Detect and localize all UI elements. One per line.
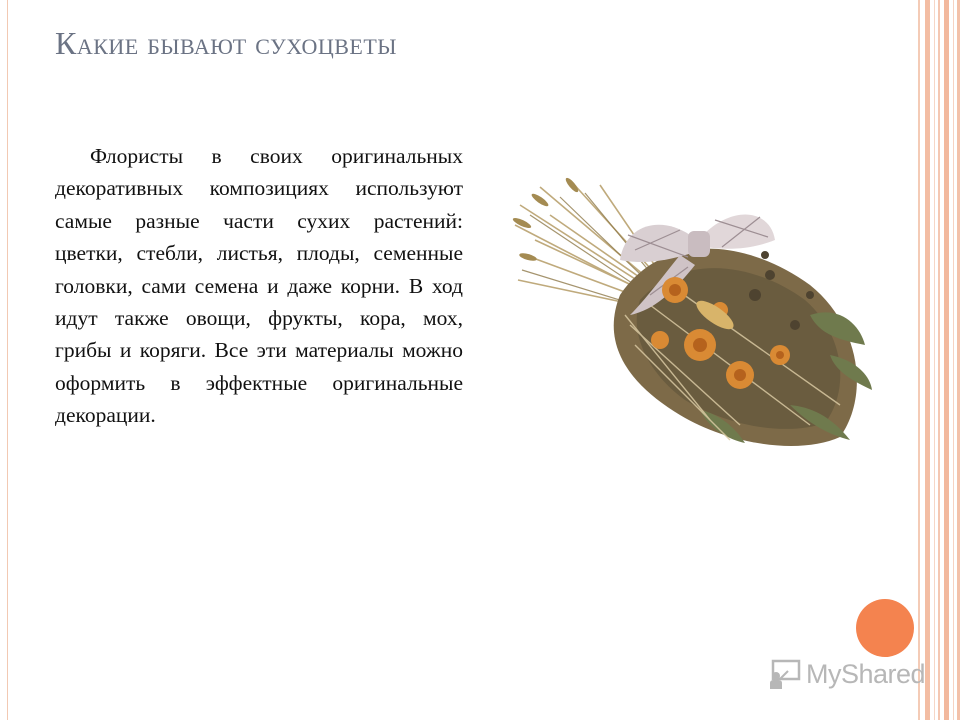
right-stripe — [918, 0, 920, 720]
left-border-line — [7, 0, 8, 720]
watermark-text: MyShared — [806, 658, 926, 689]
right-stripe — [934, 0, 935, 720]
right-stripe — [953, 0, 954, 720]
myshared-watermark — [768, 656, 925, 692]
right-stripe — [925, 0, 930, 720]
classroom-icon — [768, 659, 802, 689]
right-stripe — [944, 0, 949, 720]
right-stripe — [938, 0, 940, 720]
dried-flower-bouquet-image — [510, 175, 880, 455]
slide-body-text: Флористы в своих оригинальных декоративных композициях используют самые разные части сухих растений: цветки, стебли, листья, плоды, семенные головки, сами семена и даже корни. В ход идут также овощи, фрукты, кора, мох, грибы и коряги. Все эти материалы можно оформить в эффектные оригинальные декорации. — [55, 144, 463, 428]
orange-circle-decoration — [856, 599, 914, 657]
slide-title: Какие бывают сухоцветы — [55, 25, 397, 61]
